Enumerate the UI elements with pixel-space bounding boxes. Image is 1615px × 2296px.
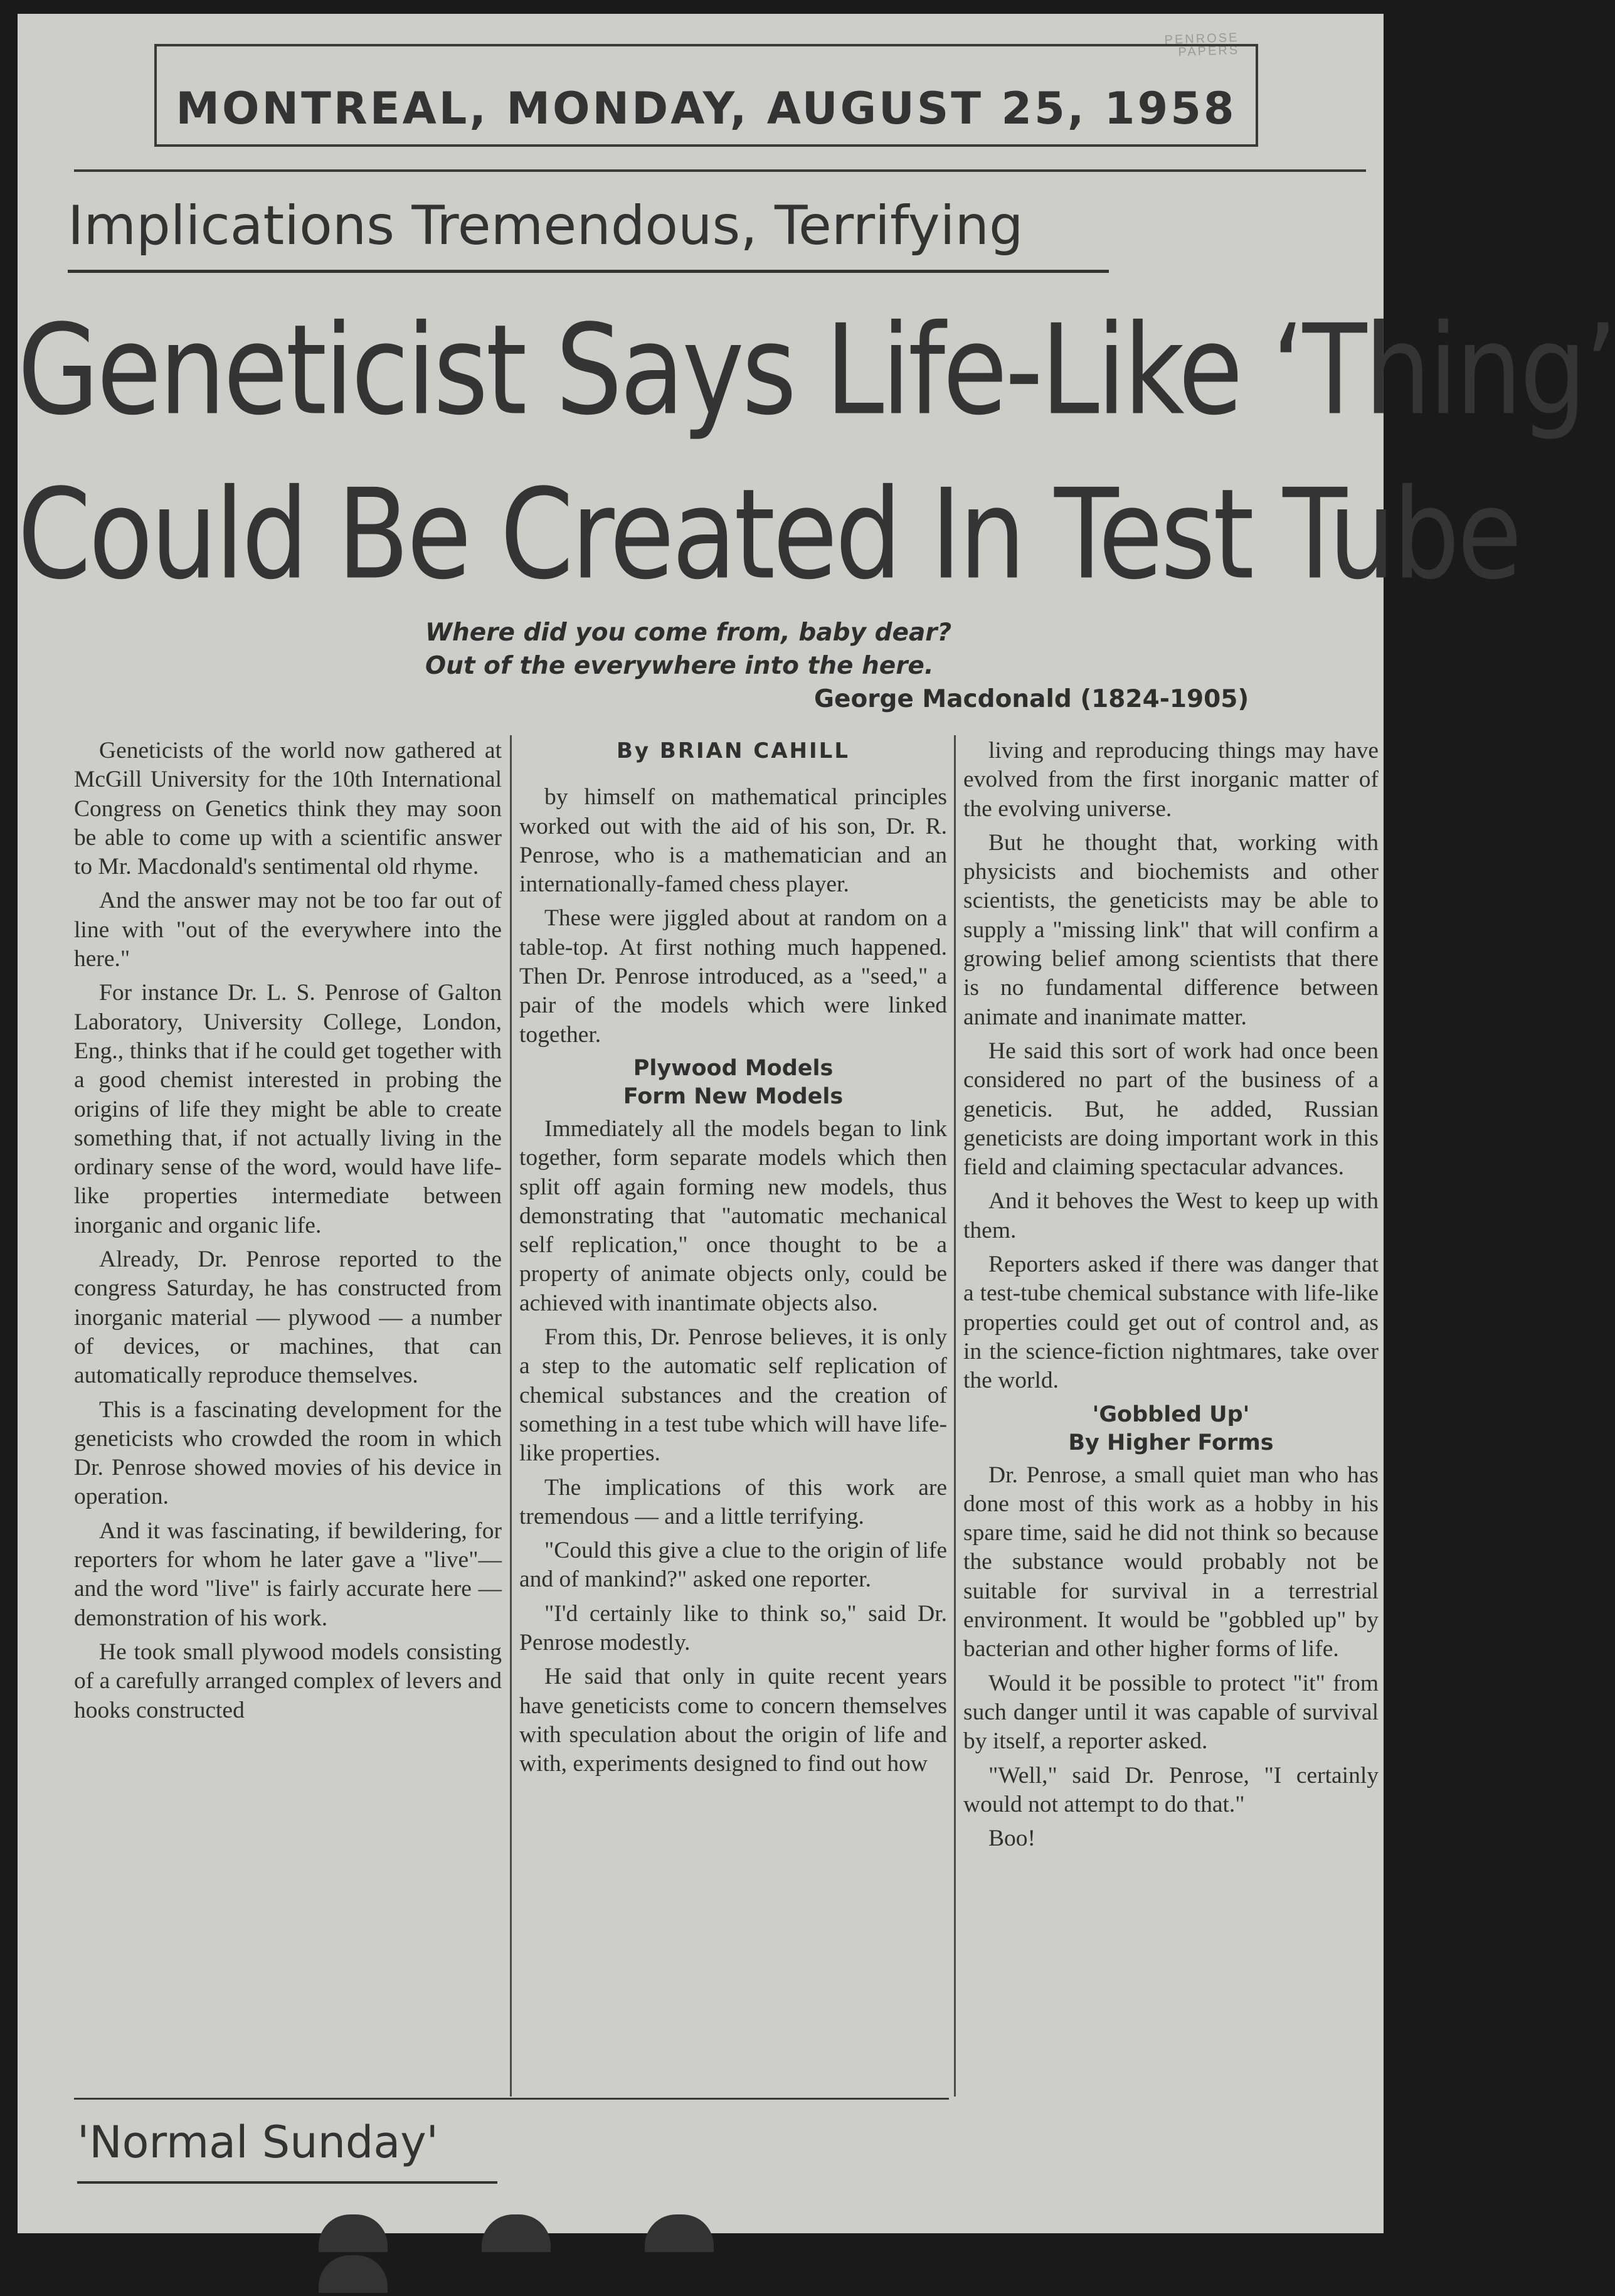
stamp-line-2: PAPERS (1178, 43, 1240, 60)
subhead-line-2: Form New Models (623, 1083, 844, 1109)
paragraph: Would it be possible to protect "it" from such danger until it was capable of survival by itself, a reporter asked. (963, 1670, 1379, 1755)
top-rule (74, 169, 1366, 172)
paragraph: Reporters asked if there was danger that a test-tube chemical substance with life-like properties could get out of control and, as in the science-fiction nightmares, take over the world. (963, 1252, 1379, 1394)
paragraph: Geneticists of the world now gathered at McGill University for the 10th International Congress on Genetics think they may soon be able to come up with a scientific answer to Mr. Macdonald's sentimental old rhyme. (74, 738, 502, 880)
article-column-3 (963, 736, 1379, 1858)
byline: By BRIAN CAHILL (617, 738, 850, 763)
epigraph (425, 616, 1249, 713)
paragraph: living and reproducing things may have evolved from the first inorganic matter of the evolving universe. (963, 738, 1379, 822)
newspaper-clipping (18, 14, 1615, 2233)
subhead-line-2: By Higher Forms (1068, 1430, 1274, 1455)
paragraph: And it behoves the West to keep up with them. (963, 1188, 1379, 1243)
subhead-line-1: 'Gobbled Up' (1092, 1401, 1250, 1427)
paragraph: Boo! (988, 1826, 1035, 1852)
epigraph-line-2: Out of the everywhere into the here. (425, 652, 934, 680)
epigraph-line-1: Where did you come from, baby dear? (425, 619, 952, 647)
paragraph: But he thought that, working with physicists and biochemists and other scientists, the geneticists may be able to supply a "missing link" that will confirm a growing belief among scientists that there is no fundamental difference between animate and inanimate matter. (963, 829, 1379, 1030)
article-column-1 (74, 736, 502, 1730)
dateline: MONTREAL, MONDAY, AUGUST 25, 1958 (176, 83, 1237, 134)
headline-line-2: Could Be Created In Test Tube (18, 462, 1520, 607)
paragraph: by himself on mathematical principles worked out with the aid of his son, Dr. R. Penrose, who is a mathematician and an internationally-famed chess player. (519, 784, 947, 898)
paragraph: Immediately all the models began to link together, form separate models which then split off again forming new models, thus demonstrating that "automatic mechanical self replication," once thought to be a property of animate objects only, could be achieved with inantimate objects also. (519, 1115, 947, 1316)
paragraph: He took small plywood models consisting of a carefully arranged complex of levers and hooks constructed (74, 1639, 502, 1723)
column-divider-2 (954, 735, 956, 2097)
kicker-headline: Implications Tremendous, Terrifying (68, 194, 1024, 257)
headline-line-1: Geneticist Says Life-Like ‘Thing’ (18, 297, 1615, 443)
paragraph: Already, Dr. Penrose reported to the congress Saturday, he has constructed from inorganic material — plywood — a number of devices, or machines, that can automatically reproduce themselves. (74, 1246, 502, 1389)
paragraph: "Could this give a clue to the origin of life and of mankind?" asked one reporter. (519, 1538, 947, 1593)
paragraph: The implications of this work are tremendous — and a little terrifying. (519, 1474, 947, 1529)
paragraph: This is a fascinating development for the geneticists who crowded the room in which Dr. Penrose showed movies of his device in operation. (74, 1396, 502, 1510)
article-column-2 (519, 736, 947, 1784)
paragraph: And it was fascinating, if bewildering, for reporters for whom he later gave a "live"—and the word "live" is fairly accurate here — demonstration of his work. (74, 1517, 502, 1631)
stamp-line-1: PENROSE (1164, 30, 1239, 48)
next-article-underline (77, 2181, 497, 2184)
paragraph: He said this sort of work had once been considered no part of the business of a geneticis. But, he added, Russian geneticists are doing important work in this field and claiming spectacular advances. (963, 1038, 1379, 1181)
subhead-plywood-models (519, 1055, 947, 1111)
subhead-gobbled-up (963, 1401, 1379, 1457)
paragraph: Dr. Penrose, a small quiet man who has done most of this work as a hobby in his spare time, said he did not think so because the substance would probably not be suitable for survival in a terrestrial environment. It would be "gobbled up" by bacterian and other higher forms of life. (963, 1462, 1379, 1662)
paragraph: From this, Dr. Penrose believes, it is only a step to the automatic self replication of chemical substances and the creation of something in a test tube which will have life-like properties. (519, 1324, 947, 1467)
paragraph: These were jiggled about at random on a table-top. At first nothing much happened. Then Dr. Penrose introduced, as a "seed," a pair of the models which were linked together. (519, 905, 947, 1048)
dateline-box (154, 44, 1258, 147)
subhead-line-1: Plywood Models (633, 1055, 834, 1081)
kicker-underline (68, 270, 1109, 273)
paragraph: He said that only in quite recent years have geneticists come to concern themselves with speculation about the origin of life and with, experiments designed to find out how (519, 1664, 947, 1777)
column-divider-1 (510, 735, 512, 2097)
epigraph-attribution: George Macdonald (1824-1905) (814, 685, 1249, 713)
bottom-rule (74, 2098, 949, 2100)
next-article-heading: 'Normal Sunday' (77, 2117, 438, 2168)
paragraph: "I'd certainly like to think so," said Dr. Penrose modestly. (519, 1600, 947, 1656)
cut-off-headline-fragment (319, 2214, 933, 2240)
paragraph: And the answer may not be too far out of line with "out of the everywhere into the here." (74, 888, 502, 972)
paragraph: "Well," said Dr. Penrose, "I certainly would not attempt to do that." (963, 1762, 1379, 1817)
paragraph: For instance Dr. L. S. Penrose of Galton Laboratory, University College, London, Eng., thinks that if he could get together with a good chemist interested in probing the origins of life they might be able to create something that, if not actually living in the ordinary sense of the word, would have life-like properties intermediate between inorganic and organic life. (74, 980, 502, 1238)
